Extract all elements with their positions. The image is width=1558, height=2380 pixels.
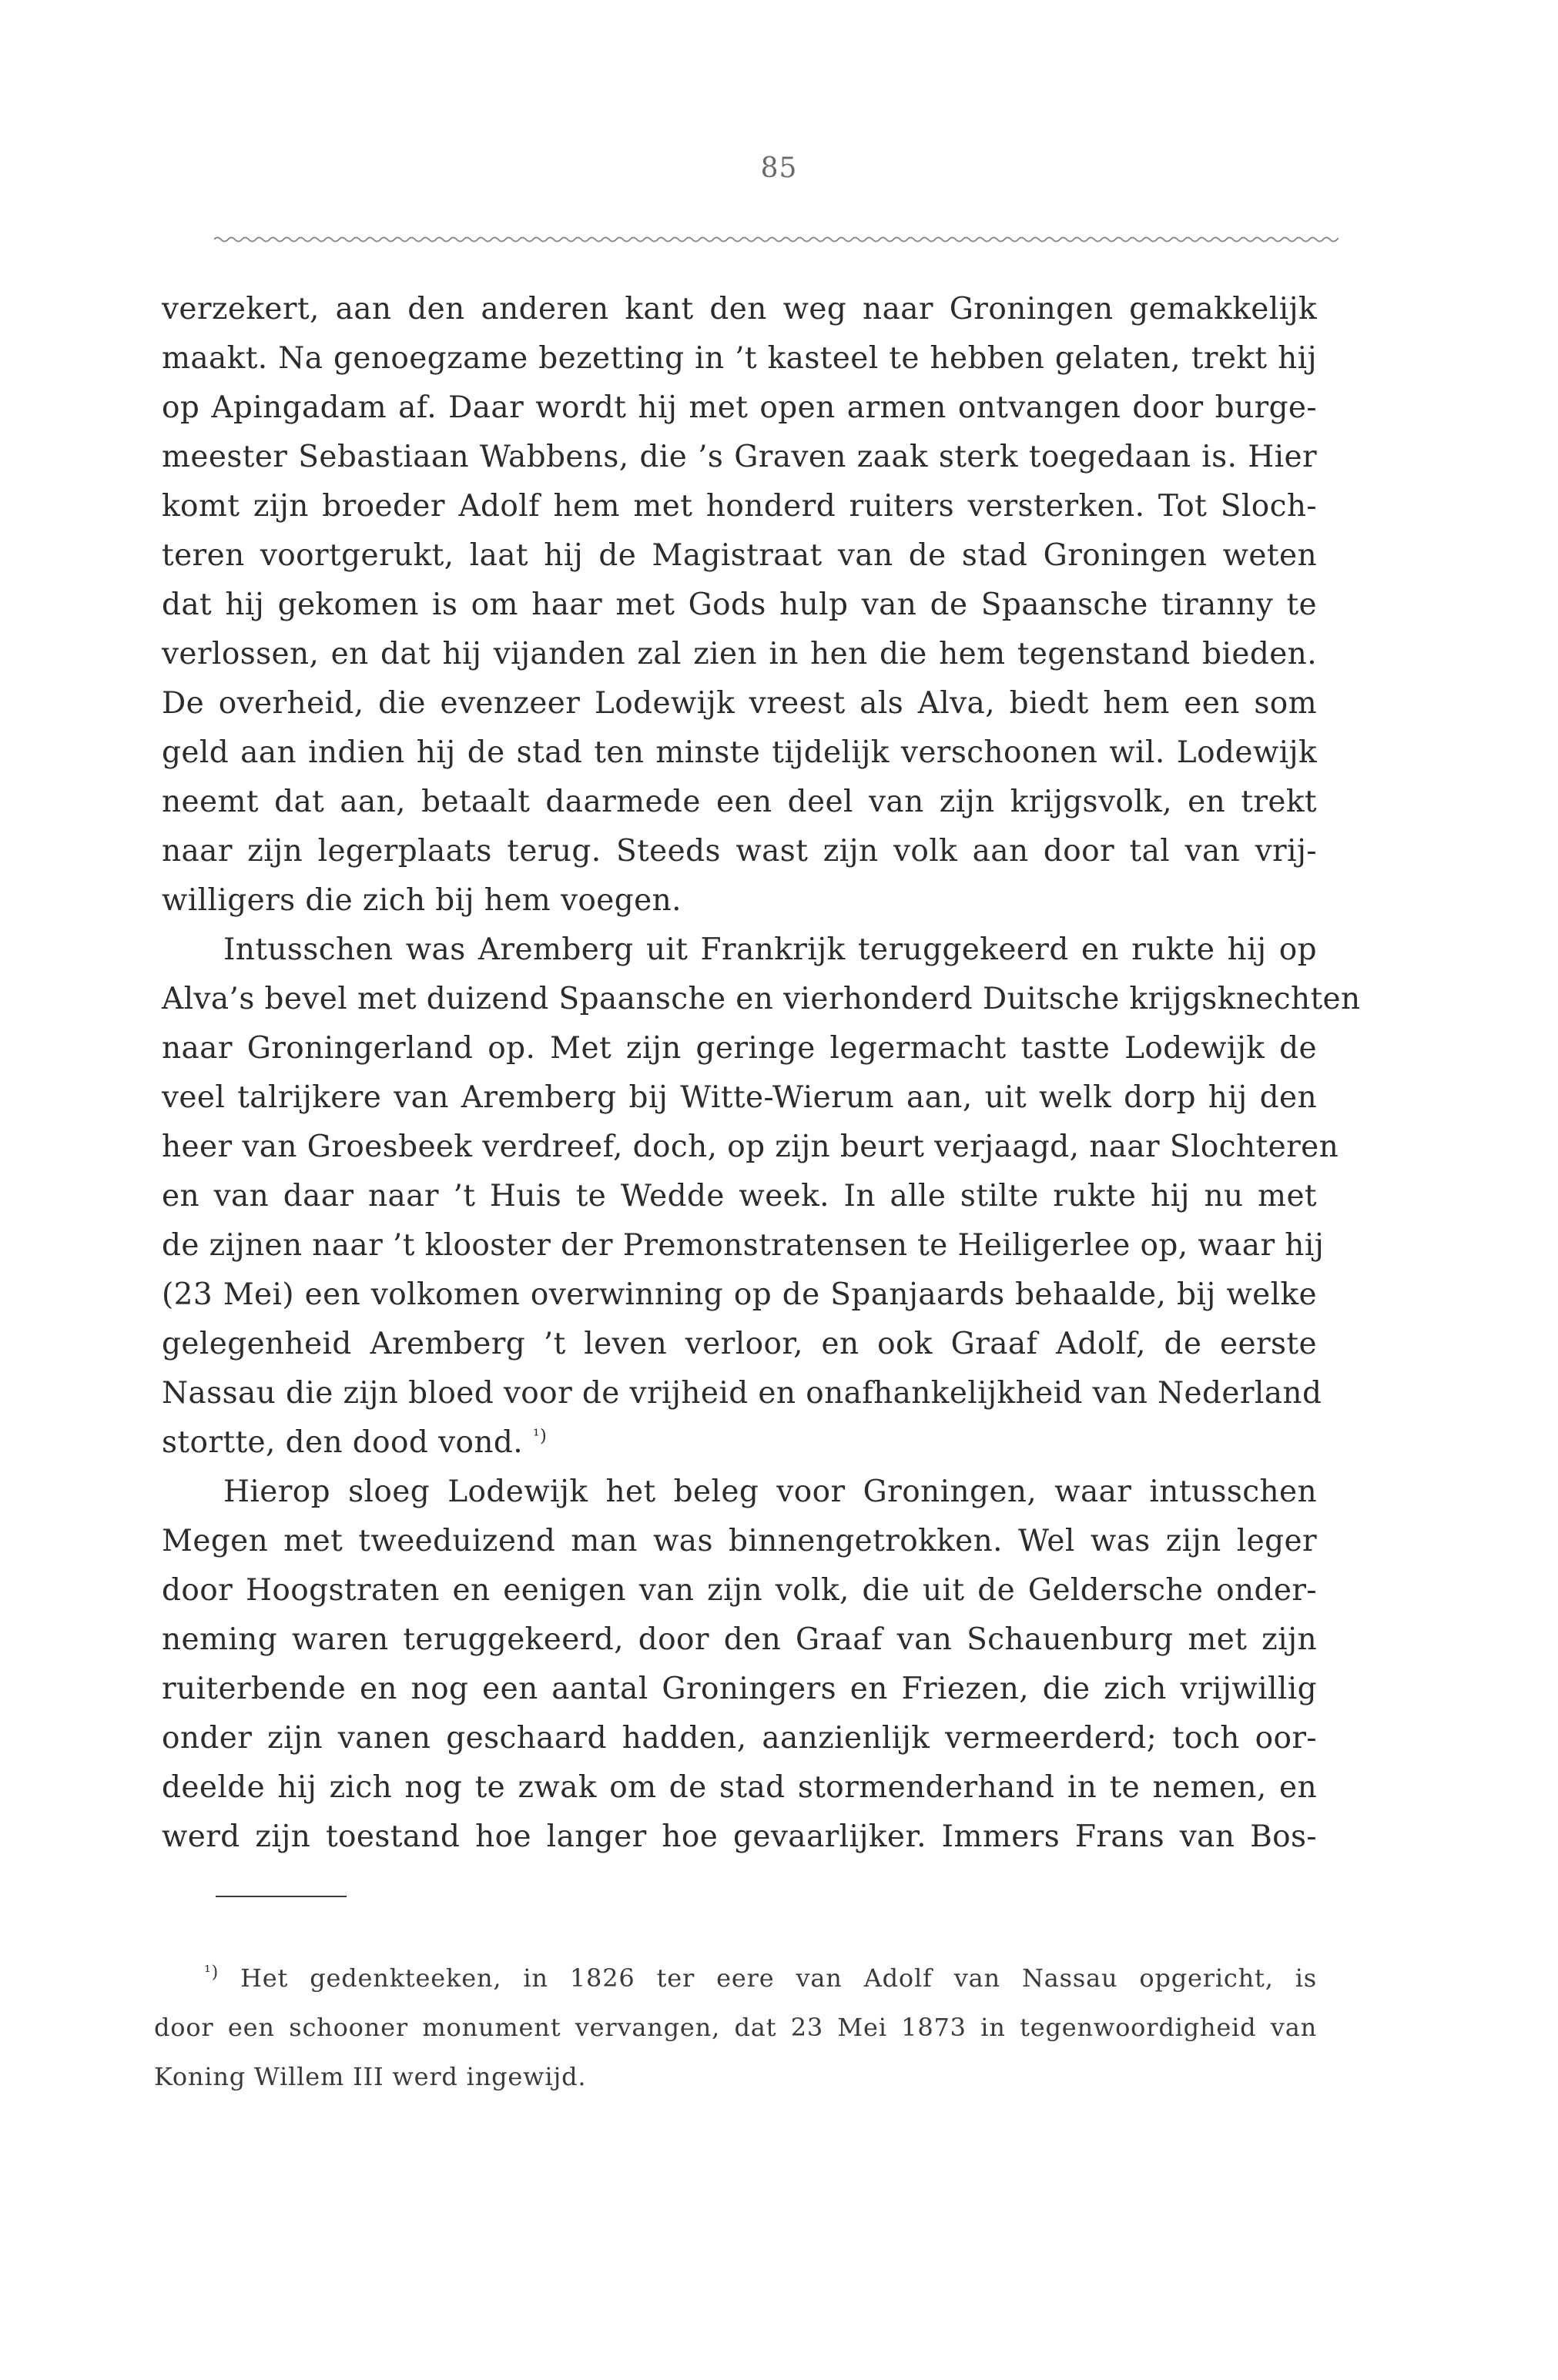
text-line: op Apingadam af. Daar wordt hij met open armen ontvangen door burge- xyxy=(162,390,1317,425)
text-line: veel talrijkere van Aremberg bij Witte-Wierum aan, uit welk dorp hij den xyxy=(162,1080,1317,1115)
text-line: meester Sebastiaan Wabbens, die ’s Graven zaak sterk toegedaan is. Hier xyxy=(162,440,1317,474)
footnote-reference: ¹) xyxy=(532,1427,548,1446)
footnote-line: Koning Willem III werd ingewijd. xyxy=(154,2062,587,2091)
text-line: naar zijn legerplaats terug. Steeds wast zijn volk aan door tal van vrij- xyxy=(162,834,1317,869)
text-line: neemt dat aan, betaalt daarmede een deel van zijn krijgsvolk, en trekt xyxy=(162,785,1317,819)
text-line: (23 Mei) een volkomen overwinning op de Spanjaards behaalde, bij welke xyxy=(162,1277,1317,1312)
text-line: onder zijn vanen geschaard hadden, aanzienlijk vermeerderd; toch oor- xyxy=(162,1721,1317,1756)
text-line-content: stortte, den dood vond. xyxy=(162,1425,524,1460)
text-line: geld aan indien hij de stad ten minste tijdelijk verschoonen wil. Lodewijk xyxy=(162,735,1317,770)
text-line: heer van Groesbeek verdreef, doch, op zijn beurt verjaagd, naar Slochteren xyxy=(162,1130,1339,1164)
text-line: teren voortgerukt, laat hij de Magistraat van de stad Groningen weten xyxy=(162,538,1317,573)
text-line: dat hij gekomen is om haar met Gods hulp van de Spaansche tiranny te xyxy=(162,587,1317,622)
footnote-divider xyxy=(216,1896,347,1897)
text-line: neming waren teruggekeerd, door den Graaf van Schauenburg met zijn xyxy=(162,1622,1317,1657)
text-line: werd zijn toestand hoe langer hoe gevaarlijker. Immers Frans van Bos- xyxy=(162,1819,1317,1854)
text-line: verlossen, en dat hij vijanden zal zien in hen die hem tegenstand bieden. xyxy=(162,637,1317,671)
text-line: ruiterbende en nog een aantal Groningers en Friezen, die zich vrijwillig xyxy=(162,1672,1317,1706)
text-line: willigers die zich bij hem voegen. xyxy=(162,883,682,918)
page-number: 85 xyxy=(760,152,798,184)
text-line: maakt. Na genoegzame bezetting in ’t kasteel te hebben gelaten, trekt hij xyxy=(162,341,1317,376)
text-line: Intusschen was Aremberg uit Frankrijk teruggekeerd en rukte hij op xyxy=(223,932,1317,967)
text-line: door Hoogstraten en eenigen van zijn volk, die uit de Geldersche onder- xyxy=(162,1573,1317,1608)
text-line: Nassau die zijn bloed voor de vrijheid en onafhankelijkheid van Nederland xyxy=(162,1376,1322,1411)
text-line: de zijnen naar ’t klooster der Premonstratensen te Heiligerlee op, waar hij xyxy=(162,1228,1325,1263)
text-line: gelegenheid Aremberg ’t leven verloor, en ook Graaf Adolf, de eerste xyxy=(162,1327,1317,1361)
text-line: Alva’s bevel met duizend Spaansche en vierhonderd Duitsche krijgsknechten xyxy=(162,982,1361,1016)
text-line: en van daar naar ’t Huis te Wedde week. In alle stilte rukte hij nu met xyxy=(162,1179,1317,1213)
footnote-line xyxy=(204,1963,1317,1993)
text-line: naar Groningerland op. Met zijn geringe legermacht tastte Lodewijk de xyxy=(162,1031,1317,1066)
wavy-rule-ornament xyxy=(214,231,1339,248)
footnote-text: Het gedenkteeken, in 1826 ter eere van Adolf van Nassau opgericht, is xyxy=(240,1963,1317,1993)
text-line: komt zijn broeder Adolf hem met honderd ruiters versterken. Tot Sloch- xyxy=(162,489,1317,524)
footnote-marker: ¹) xyxy=(204,1963,219,1983)
text-line: Hierop sloeg Lodewijk het beleg voor Groningen, waar intusschen xyxy=(223,1475,1317,1509)
footnote-line: door een schooner monument vervangen, dat 23 Mei 1873 in tegenwoordigheid van xyxy=(154,2013,1317,2042)
text-line: deelde hij zich nog te zwak om de stad stormenderhand in te nemen, en xyxy=(162,1770,1317,1805)
text-line: Megen met tweeduizend man was binnengetrokken. Wel was zijn leger xyxy=(162,1524,1317,1558)
text-line: De overheid, die evenzeer Lodewijk vreest als Alva, biedt hem een som xyxy=(162,686,1317,721)
text-line: verzekert, aan den anderen kant den weg naar Groningen gemakkelijk xyxy=(162,292,1317,326)
text-line xyxy=(162,1425,1317,1460)
